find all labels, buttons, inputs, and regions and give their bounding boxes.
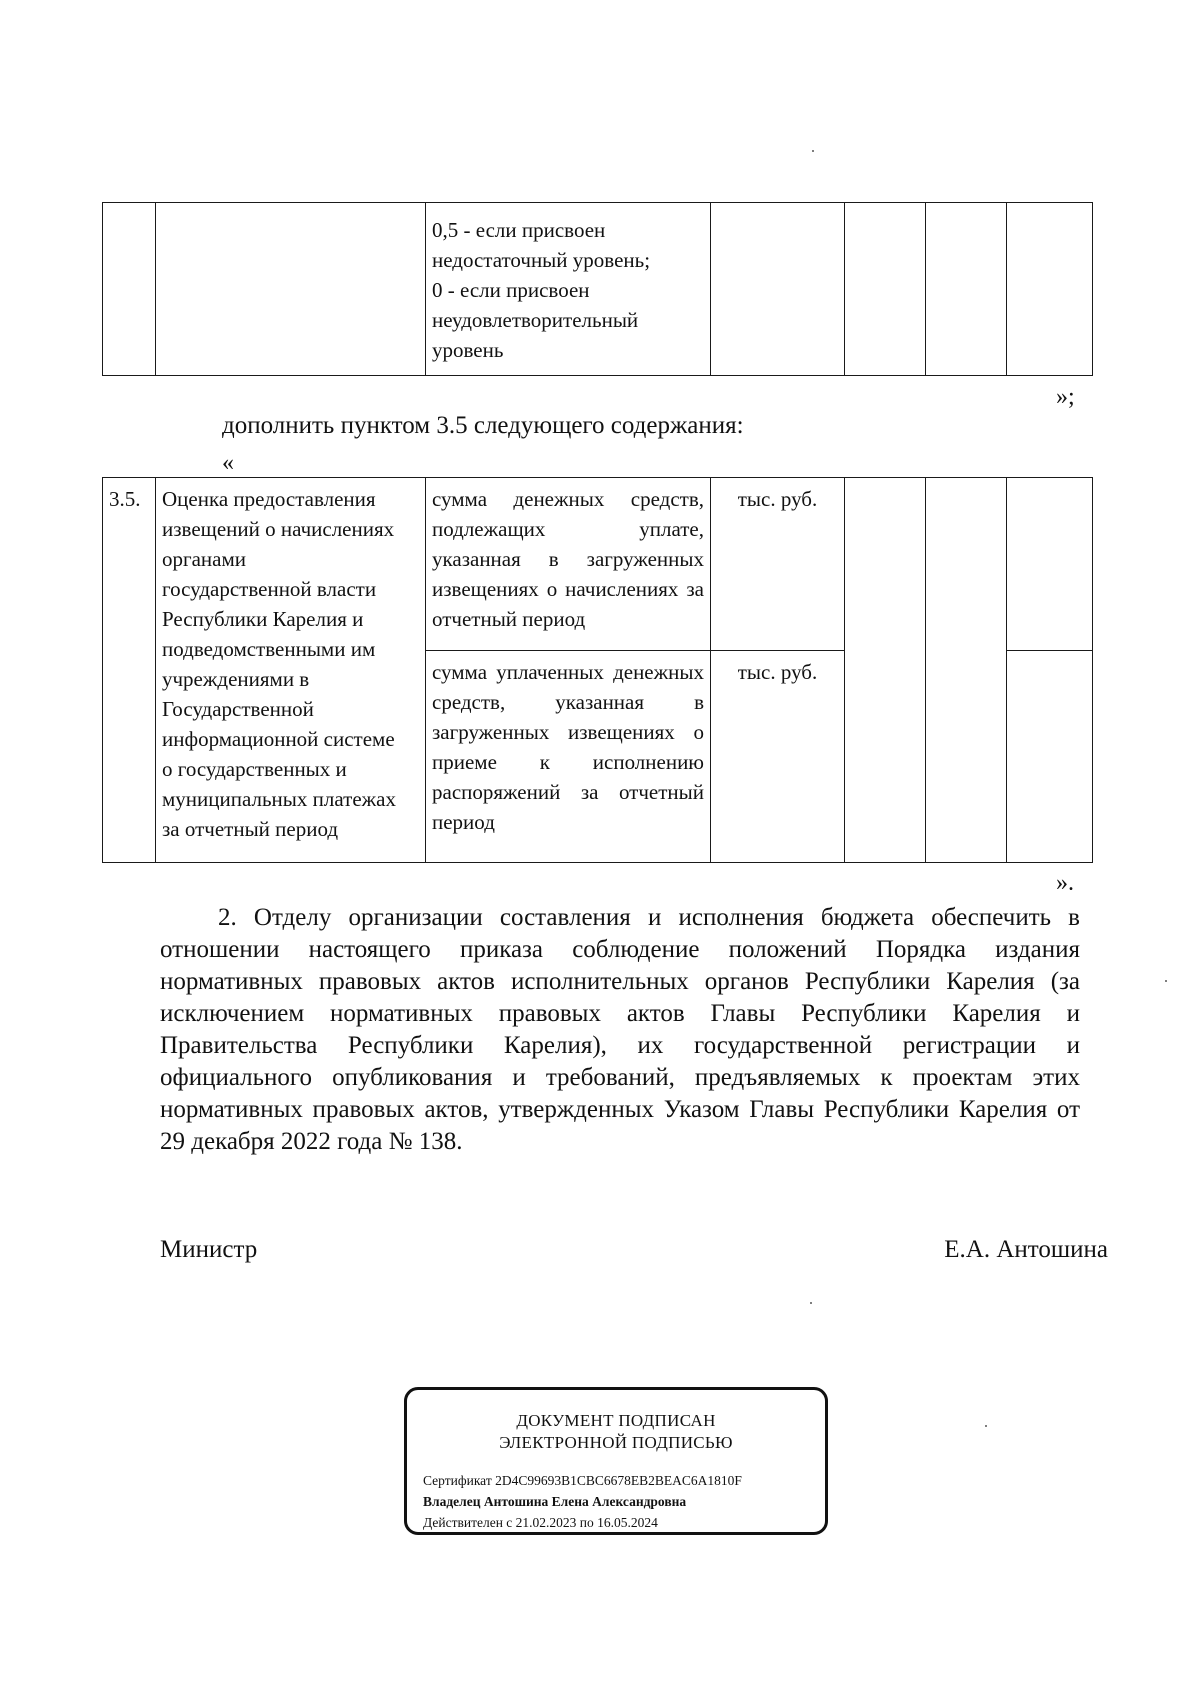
closing-quote: »; [1056,384,1075,410]
cell-indicator [156,203,426,376]
cell-empty [845,478,926,863]
cell-unit [711,203,845,376]
criterion-text: сумма уплаченных денежных средств, указанная в загруженных извещениях о приеме к исполнению распоряжений за отчетный период [432,660,704,834]
cell-unit [711,478,845,651]
scan-speck [985,1425,987,1427]
cell-unit [711,651,845,863]
amendment-intro: дополнить пунктом 3.5 следующего содержания: [222,412,744,439]
scan-speck [810,1302,812,1304]
indicator-line: о государственных и [162,757,347,781]
opening-quote: « [222,450,234,476]
scan-speck [1165,980,1167,982]
cell-item-number [103,478,156,863]
criterion-line: 0 - если присвоен [432,278,590,302]
criterion-line: уровень [432,338,504,362]
signature-position: Министр [160,1236,258,1263]
electronic-signature-stamp [404,1387,828,1535]
cell-criterion [426,478,711,651]
paragraph-2: 2. Отделу организации составления и исполнения бюджета обеспечить в отношении настоящего приказа соблюдение положений Порядка издания нормативных правовых актов исполнительных органов Республики Карелия (за исключением нормативных правовых актов Главы Республики Карелия и Правительства Республики Карелия), их государственной регистрации и официального опубликования и требований, предъявляемых к проектам этих нормативных правовых актов, утвержденных Указом Главы Республики Карелия от 29 декабря 2022 года № 138. [160,904,1080,1155]
indicator-line: информационной системе [162,727,395,751]
criterion-line: 0,5 - если присвоен [432,218,606,242]
cell-criterion [426,203,711,376]
indicator-line: Оценка предоставления [162,487,376,511]
closing-quote: ». [1056,870,1074,896]
cell-empty [845,203,926,376]
table-item-3-5 [102,477,1093,863]
stamp-title: ДОКУМЕНТ ПОДПИСАН [516,1411,716,1430]
cell-empty [1007,478,1093,651]
cell-number [103,203,156,376]
stamp-validity: Действителен с 21.02.2023 по 16.05.2024 [423,1515,658,1530]
indicator-line: государственной власти [162,577,377,601]
indicator-line: подведомственными им [162,637,376,661]
stamp-certificate: Сертификат 2D4C99693B1CBC6678EB2BEAC6A1810F [423,1473,742,1488]
indicator-line: муниципальных платежах [162,787,396,811]
cell-indicator [156,478,426,863]
indicator-line: за отчетный период [162,817,339,841]
scan-speck [812,150,814,152]
criterion-text: сумма денежных средств, подлежащих уплате, указанная в загруженных извещениях о начислениях за отчетный период [432,487,704,631]
cell-empty [1007,651,1093,863]
stamp-title: ЭЛЕКТРОННОЙ ПОДПИСЬЮ [499,1433,733,1452]
cell-criterion [426,651,711,863]
indicator-line: Республики Карелия и [162,607,364,631]
indicator-line: Государственной [162,697,314,721]
item-number: 3.5. [109,487,141,511]
signature-name: Е.А. Антошина [944,1236,1108,1263]
stamp-owner: Владелец Антошина Елена Александровна [423,1494,687,1509]
criterion-line: неудовлетворительный [432,308,639,332]
cell-empty [926,478,1007,863]
cell-empty [1007,203,1093,376]
unit-label: тыс. руб. [737,487,818,511]
indicator-line: извещений о начислениях [162,517,395,541]
unit-label: тыс. руб. [737,660,818,684]
criterion-line: недостаточный уровень; [432,248,651,272]
indicator-line: органами [162,547,247,571]
cell-empty [926,203,1007,376]
table-continuation [102,202,1093,376]
indicator-line: учреждениями в [162,667,310,691]
